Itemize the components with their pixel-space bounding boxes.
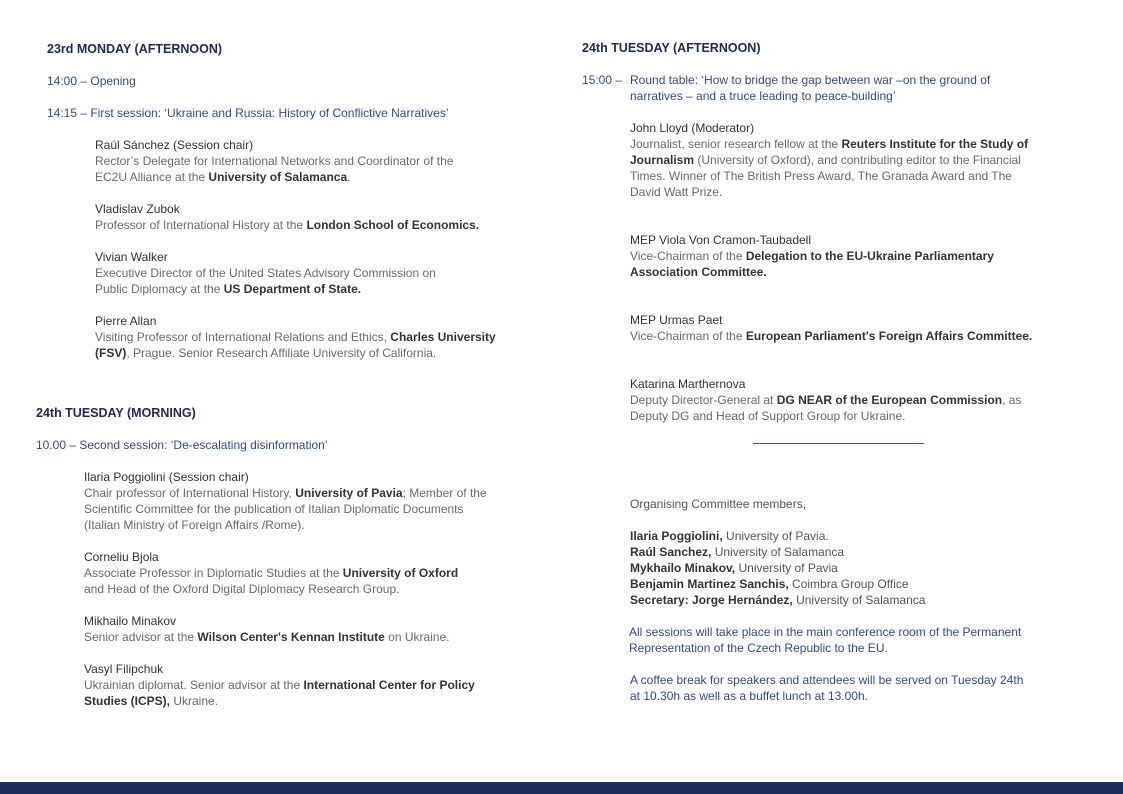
- speaker-desc: Senior advisor at the Wilson Center's Kennan Institute on Ukraine.: [84, 630, 450, 644]
- speaker-desc: Journalism (University of Oxford), and contributing editor to the Financial: [630, 153, 1021, 167]
- roundtable-time: 15:00 –: [582, 73, 623, 87]
- speaker-desc: Journalist, senior research fellow at the Reuters Institute for the Study of: [630, 137, 1029, 151]
- divider-line: [753, 443, 924, 444]
- speaker-desc: and Head of the Oxford Digital Diplomacy Research Group.: [84, 582, 400, 596]
- venue-note: All sessions will take place in the main conference room of the Permanent Representation of the Czech Republic to the EU.: [629, 625, 1022, 655]
- speaker-name: Vivian Walker: [95, 250, 168, 264]
- footer-bar: [0, 782, 1123, 794]
- speaker-name: Pierre Allan: [95, 314, 157, 328]
- speaker-marthernova: [630, 376, 1100, 424]
- speaker-name: Corneliu Bjola: [84, 550, 159, 564]
- speaker-walker: [95, 249, 555, 297]
- speaker-desc: Visiting Professor of International Relations and Ethics, Charles University: [95, 330, 496, 344]
- speaker-desc: Deputy Director-General at DG NEAR of the European Commission, as: [630, 393, 1022, 407]
- speaker-desc: Vice-Chairman of the European Parliament's Foreign Affairs Committee.: [630, 329, 1033, 343]
- committee-title: Organising Committee members,: [630, 497, 807, 511]
- speaker-lloyd: [630, 120, 1100, 200]
- speaker-name: Ilaria Poggiolini (Session chair): [84, 470, 249, 484]
- committee-member: Raúl Sanchez, University of Salamanca: [630, 545, 845, 559]
- speaker-desc: (Italian Ministry of Foreign Affairs /Rome).: [84, 518, 305, 532]
- speaker-poggiolini: [84, 469, 544, 533]
- speaker-allan: [95, 313, 555, 361]
- speaker-name: MEP Viola Von Cramon-Taubadell: [630, 233, 811, 247]
- speaker-desc: Times. Winner of The British Press Award, The Granada Award and The: [630, 169, 1012, 183]
- speaker-name: MEP Urmas Paet: [630, 313, 723, 327]
- speaker-name: Katarina Marthernova: [630, 377, 746, 391]
- coffee-note: A coffee break for speakers and attendees will be served on Tuesday 24th at 10.30h as well as a buffet lunch at 13.00h.: [630, 673, 1024, 703]
- speaker-name: Raúl Sánchez (Session chair): [95, 138, 254, 152]
- speaker-paet: [630, 312, 1100, 344]
- committee-member: Benjamin Martinez Sanchis, Coimbra Group Office: [630, 577, 909, 591]
- speaker-name: Mikhailo Minakov: [84, 614, 177, 628]
- speaker-cramon: [630, 232, 1100, 280]
- day2-afternoon-heading: 24th TUESDAY (AFTERNOON): [582, 41, 761, 55]
- speaker-name: Vasyl Filipchuk: [84, 662, 164, 676]
- session2-title: 10.00 – Second session: ‘De-escalating disinformation’: [36, 438, 328, 452]
- organising-committee: [630, 496, 1100, 608]
- speaker-sanchez: [95, 137, 555, 185]
- committee-member: Secretary: Jorge Hernández, University of Salamanca: [630, 593, 926, 607]
- speaker-desc: Studies (ICPS), Ukraine.: [84, 694, 219, 708]
- speaker-desc: (FSV), Prague. Senior Research Affiliate University of California.: [95, 346, 437, 360]
- session1-title: 14:15 – First session: ‘Ukraine and Russia: History of Conflictive Narratives’: [47, 106, 449, 120]
- committee-member: Mykhailo Minakov, University of Pavia: [630, 561, 838, 575]
- speaker-desc: Associate Professor in Diplomatic Studies at the University of Oxford: [84, 566, 459, 580]
- speaker-desc: Executive Director of the United States Advisory Commission on: [95, 266, 436, 280]
- speaker-bjola: [84, 549, 544, 597]
- speaker-desc: EC2U Alliance at the University of Salamanca.: [95, 170, 351, 184]
- speaker-desc: Public Diplomacy at the US Department of State.: [95, 282, 362, 296]
- speaker-minakov: [84, 613, 544, 645]
- day2-heading: 24th TUESDAY (MORNING): [36, 406, 196, 420]
- speaker-desc: Scientific Committee for the publication of Italian Diplomatic Documents: [84, 502, 464, 516]
- speaker-name: John Lloyd (Moderator): [630, 121, 755, 135]
- committee-member: Ilaria Poggiolini, University of Pavia.: [630, 529, 829, 543]
- speaker-filipchuk: [84, 661, 544, 709]
- speaker-desc: Deputy DG and Head of Support Group for Ukraine.: [630, 409, 906, 423]
- speaker-desc: Rector’s Delegate for International Networks and Coordinator of the: [95, 154, 454, 168]
- roundtable-title: [582, 72, 1082, 104]
- opening-line: 14:00 – Opening: [47, 74, 136, 88]
- speaker-desc: Chair professor of International History, University of Pavia; Member of the: [84, 486, 487, 500]
- speaker-desc: David Watt Prize.: [630, 185, 723, 199]
- speaker-zubok: [95, 201, 555, 233]
- day1-heading: 23rd MONDAY (AFTERNOON): [47, 42, 223, 56]
- roundtable-text: Round table: ‘How to bridge the gap between war –on the ground of narratives – and a truce leading to peace-building’: [630, 73, 991, 103]
- speaker-desc: Professor of International History at the London School of Economics.: [95, 218, 480, 232]
- speaker-desc: Vice-Chairman of the Delegation to the EU-Ukraine Parliamentary: [630, 249, 994, 263]
- speaker-desc: Association Committee.: [630, 265, 767, 279]
- speaker-desc: Ukrainian diplomat. Senior advisor at the International Center for Policy: [84, 678, 475, 692]
- speaker-name: Vladislav Zubok: [95, 202, 180, 216]
